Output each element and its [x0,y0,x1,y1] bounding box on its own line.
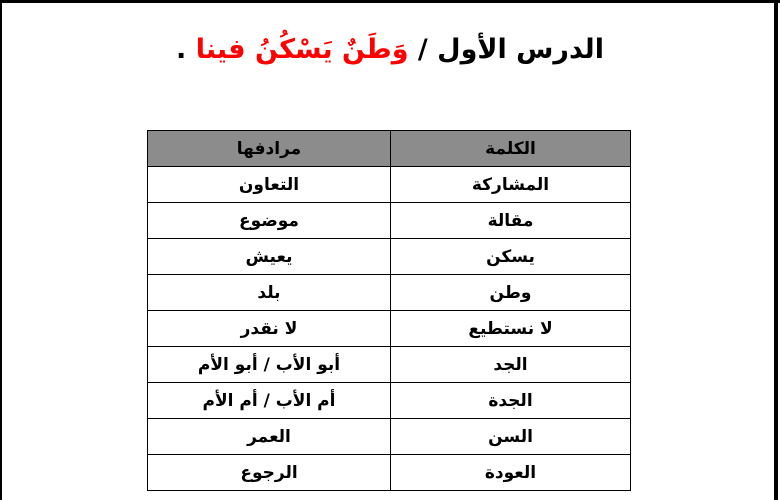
synonym-cell: العمر [148,419,391,455]
synonym-cell: الرجوع [148,455,391,491]
vocabulary-table [147,130,631,491]
lesson-title-prefix: الدرس الأول / [417,34,604,65]
word-cell: السن [391,419,631,455]
word-cell: لا نستطيع [391,311,631,347]
word-cell: المشاركة [391,167,631,203]
synonym-cell: يعيش [148,239,391,275]
table-row [148,419,631,455]
table-row [148,203,631,239]
table-row [148,275,631,311]
lesson-title-suffix: . [176,34,187,65]
table-row [148,239,631,275]
header-synonym: مرادفها [148,131,391,167]
lesson-title-highlight: وَطَنٌ يَسْكُنُ فينا [195,34,409,65]
page-border-left [0,0,2,500]
synonym-cell: موضوع [148,203,391,239]
synonym-cell: بلد [148,275,391,311]
synonym-cell: لا نقدر [148,311,391,347]
word-cell: مقالة [391,203,631,239]
word-cell: الجدة [391,383,631,419]
table-row [148,347,631,383]
word-cell: وطن [391,275,631,311]
word-cell: يسكن [391,239,631,275]
lesson-title [0,34,780,65]
header-word: الكلمة [391,131,631,167]
synonym-cell: أبو الأب / أبو الأم [148,347,391,383]
table-row [148,455,631,491]
word-cell: العودة [391,455,631,491]
page-border-top [0,0,780,3]
table-row [148,167,631,203]
table-row [148,383,631,419]
word-cell: الجد [391,347,631,383]
synonym-cell: التعاون [148,167,391,203]
synonym-cell: أم الأب / أم الأم [148,383,391,419]
page-border-right [774,0,778,500]
table-row [148,311,631,347]
table-header-row [148,131,631,167]
